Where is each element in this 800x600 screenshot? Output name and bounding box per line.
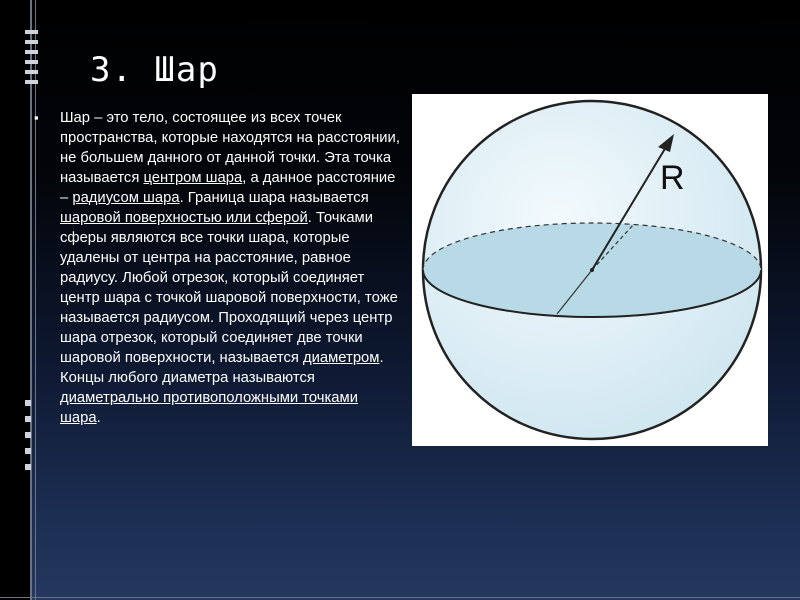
decor-line — [35, 0, 36, 600]
decor-line-bottom — [0, 597, 800, 598]
paragraph-segment: . — [96, 410, 101, 426]
sphere-figure — [412, 94, 768, 446]
term-underlined: радиусом шара — [72, 190, 180, 206]
radius-label: R — [660, 159, 685, 197]
term-underlined: центром шара — [143, 170, 243, 186]
sphere-diagram — [412, 94, 768, 446]
decor-line — [30, 0, 32, 600]
term-underlined: шаровой поверхностью или сферой — [60, 210, 308, 226]
paragraph-segment: Шар – это тело, состоящее из всех точек пространства, которые находятся на расстоянии, не большем данного от данной точки. Эта точка называется — [60, 110, 400, 186]
left-decor-stripe — [0, 0, 30, 600]
definition-paragraph — [60, 108, 400, 428]
paragraph-segment: . Точками сферы являются все точки шара, которые удалены от центра на расстояние, равное радиусу. Любой отрезок, который соединяет центр шара с точкой шаровой поверхности, тоже называется радиусом. Проходящий через центр шара отрезок, который соединяет две точки шаровой поверхности, называется — [60, 210, 398, 366]
paragraph-segment: . Концы любого диаметра называются — [60, 350, 384, 386]
slide-title: 3. Шар — [90, 50, 219, 90]
bullet-marker: ▪ — [34, 110, 39, 125]
term-underlined: диаметрально противоположными точками шара — [60, 390, 358, 426]
paragraph-segment: . Граница шара называется — [179, 190, 369, 206]
paragraph-segment: , а данное расстояние – — [60, 170, 396, 206]
term-underlined: диаметром — [303, 350, 380, 366]
center-point — [590, 268, 594, 272]
